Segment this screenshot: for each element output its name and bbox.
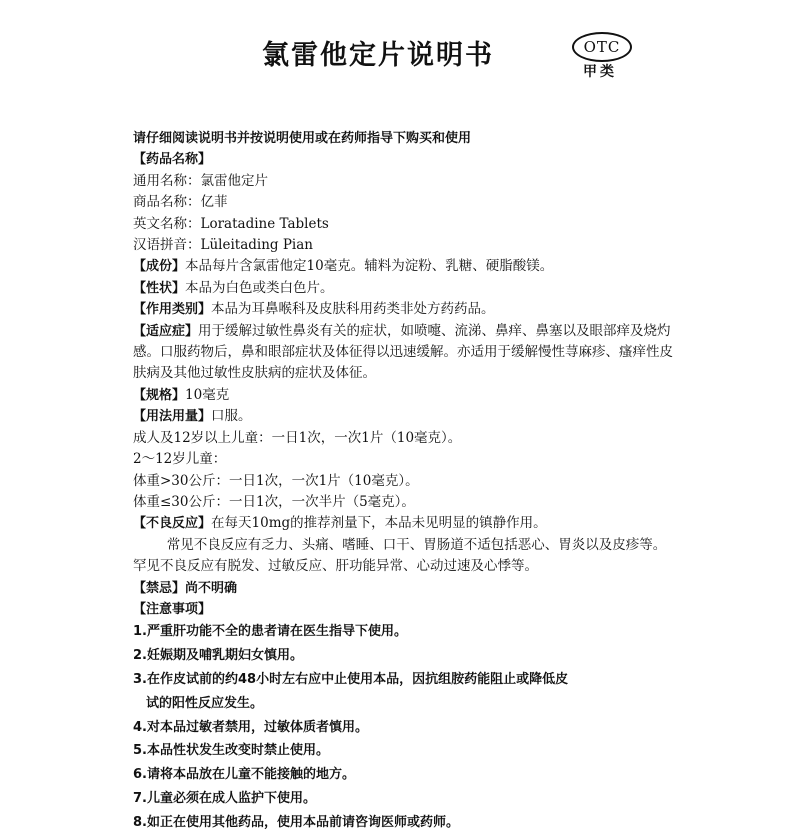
- category-text: 本品为耳鼻喉科及皮肤科用药类非处方药药品。: [211, 301, 495, 318]
- precaution-item: 6.请将本品放在儿童不能接触的地方。: [133, 767, 355, 783]
- otc-class-label: 甲类: [583, 64, 617, 80]
- category-tag: 【作用类别】: [133, 302, 212, 318]
- precaution-item: 2.妊娠期及哺乳期妇女慎用。: [133, 648, 303, 664]
- name-heading: 【药品名称】: [133, 152, 212, 168]
- spec-tag: 【规格】: [133, 387, 186, 403]
- indications-text: 用于缓解过敏性鼻炎有关的症状，如喷嚏、流涕、鼻痒、鼻塞以及眼部痒及烧灼感。口服药物后，鼻和眼部症状及体征得以迅速缓解。亦适用于缓解慢性荨麻疹、瘙痒性皮肤病及其他过敏性皮肤病的症状及体征。: [133, 322, 673, 382]
- dosage-under30: 体重≤30公斤：一日1次，一次半片（5毫克）。: [133, 493, 415, 510]
- properties-tag: 【性状】: [133, 280, 186, 296]
- contra-text: 尚不明确: [185, 580, 238, 596]
- adverse-tag: 【不良反应】: [133, 516, 212, 532]
- spec-text: 10毫克: [185, 386, 230, 403]
- composition-tag: 【成份】: [133, 259, 186, 275]
- trade-name: 商品名称：亿菲: [133, 194, 228, 211]
- dosage-child-heading: 2～12岁儿童：: [133, 451, 227, 468]
- adverse-text: 在每天10mg的推荐剂量下，本品未见明显的镇静作用。: [211, 515, 547, 532]
- leaflet-body: [133, 128, 673, 835]
- adverse-row: [133, 513, 673, 534]
- precaution-item: 8.如正在使用其他药品，使用本品前请咨询医师或药师。: [133, 814, 459, 830]
- precaution-item: 7.儿童必须在成人监护下使用。: [133, 790, 316, 806]
- intro-notice: 请仔细阅读说明书并按说明使用或在药师指导下购买和使用: [133, 131, 472, 146]
- precaution-item-continued: 试的阳性反应发生。: [146, 695, 264, 711]
- contra-tag: 【禁忌】: [133, 580, 186, 596]
- dosage-tag: 【用法用量】: [133, 409, 212, 425]
- pinyin-name: 汉语拼音：Lüleitading Pian: [133, 237, 313, 254]
- precautions-heading: 【注意事项】: [133, 601, 212, 617]
- composition-text: 本品每片含氯雷他定10毫克。辅料为淀粉、乳糖、硬脂酸镁。: [185, 258, 554, 275]
- category-row: [133, 299, 673, 320]
- common-name: 通用名称：氯雷他定片: [133, 172, 268, 189]
- precaution-item: 1.严重肝功能不全的患者请在医生指导下使用。: [133, 624, 407, 640]
- english-name: 英文名称：Loratadine Tablets: [133, 215, 329, 232]
- composition-row: [133, 256, 673, 277]
- adverse-paragraph: 常见不良反应有乏力、头痛、嗜睡、口干、胃肠道不适包括恶心、胃炎以及皮疹等。罕见不良反应有脱发、过敏反应、肝功能异常、心动过速及心悸等。: [133, 536, 667, 575]
- indications-tag: 【适应症】: [133, 323, 199, 339]
- precaution-item: 4.对本品过敏者禁用，过敏体质者慎用。: [133, 719, 368, 735]
- dosage-text: 口服。: [211, 408, 252, 425]
- dosage-adult: 成人及12岁以上儿童：一日1次，一次1片（10毫克）。: [133, 429, 462, 446]
- precaution-item: 5.本品性状发生改变时禁止使用。: [133, 743, 329, 759]
- otc-badge: OTC: [572, 32, 632, 62]
- indications-row: [133, 321, 673, 385]
- dosage-row: [133, 406, 673, 427]
- contra-row: [133, 578, 673, 599]
- properties-text: 本品为白色或类白色片。: [185, 279, 334, 296]
- dosage-over30: 体重>30公斤：一日1次，一次1片（10毫克）。: [133, 472, 419, 489]
- precaution-item: 3.在作皮试前的约48小时左右应中止使用本品，因抗组胺药能阻止或降低皮: [133, 671, 569, 687]
- document-title: 氯雷他定片说明书: [262, 40, 494, 71]
- spec-row: [133, 385, 673, 406]
- properties-row: [133, 278, 673, 299]
